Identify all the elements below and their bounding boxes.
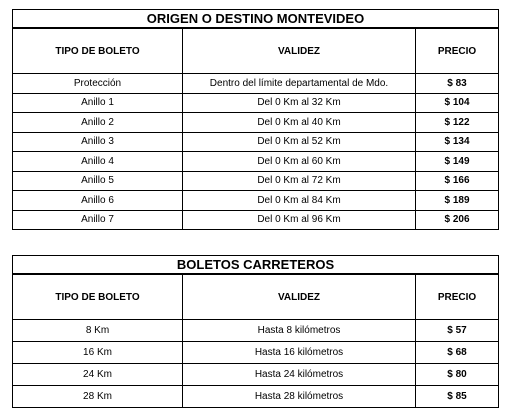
- validity-cell: Hasta 8 kilómetros: [183, 320, 416, 342]
- price-cell: $ 83: [416, 74, 499, 94]
- table-row: [13, 364, 499, 386]
- column-header-validity: VALIDEZ: [183, 28, 416, 74]
- validity-cell: Del 0 Km al 72 Km: [183, 171, 416, 191]
- price-cell: $ 149: [416, 152, 499, 172]
- column-header-ticket-type: TIPO DE BOLETO: [13, 28, 183, 74]
- price-cell: $ 80: [416, 364, 499, 386]
- ticket-type-cell: Anillo 2: [13, 113, 183, 133]
- table-row: [13, 74, 499, 94]
- table-row: [13, 210, 499, 230]
- ticket-type-cell: Anillo 3: [13, 132, 183, 152]
- column-header-ticket-type: TIPO DE BOLETO: [13, 274, 183, 320]
- validity-cell: Del 0 Km al 52 Km: [183, 132, 416, 152]
- price-cell: $ 68: [416, 342, 499, 364]
- price-cell: $ 166: [416, 171, 499, 191]
- table-row: [13, 132, 499, 152]
- table-row: [13, 171, 499, 191]
- ticket-type-cell: 8 Km: [13, 320, 183, 342]
- column-header-price: PRECIO: [416, 274, 499, 320]
- montevideo-fare-table: [12, 9, 499, 230]
- ticket-type-cell: Anillo 6: [13, 191, 183, 211]
- road-tickets-title: BOLETOS CARRETEROS: [13, 256, 499, 275]
- ticket-type-cell: Anillo 7: [13, 210, 183, 230]
- price-cell: $ 85: [416, 386, 499, 408]
- ticket-type-cell: Anillo 1: [13, 93, 183, 113]
- validity-cell: Del 0 Km al 96 Km: [183, 210, 416, 230]
- price-cell: $ 134: [416, 132, 499, 152]
- ticket-type-cell: Anillo 5: [13, 171, 183, 191]
- validity-cell: Hasta 28 kilómetros: [183, 386, 416, 408]
- table-row: [13, 152, 499, 172]
- ticket-type-cell: Anillo 4: [13, 152, 183, 172]
- price-cell: $ 206: [416, 210, 499, 230]
- table-row: [13, 191, 499, 211]
- table-row: [13, 386, 499, 408]
- ticket-type-cell: 24 Km: [13, 364, 183, 386]
- table-row: [13, 342, 499, 364]
- validity-cell: Del 0 Km al 32 Km: [183, 93, 416, 113]
- column-header-validity: VALIDEZ: [183, 274, 416, 320]
- price-cell: $ 57: [416, 320, 499, 342]
- price-cell: $ 104: [416, 93, 499, 113]
- validity-cell: Dentro del límite departamental de Mdo.: [183, 74, 416, 94]
- montevideo-table-title: ORIGEN O DESTINO MONTEVIDEO: [13, 10, 499, 29]
- ticket-type-cell: 28 Km: [13, 386, 183, 408]
- validity-cell: Hasta 16 kilómetros: [183, 342, 416, 364]
- ticket-type-cell: 16 Km: [13, 342, 183, 364]
- table-row: [13, 320, 499, 342]
- road-tickets-table: [12, 255, 499, 408]
- validity-cell: Del 0 Km al 84 Km: [183, 191, 416, 211]
- table-row: [13, 93, 499, 113]
- validity-cell: Del 0 Km al 40 Km: [183, 113, 416, 133]
- table-row: [13, 113, 499, 133]
- price-cell: $ 189: [416, 191, 499, 211]
- column-header-price: PRECIO: [416, 28, 499, 74]
- validity-cell: Hasta 24 kilómetros: [183, 364, 416, 386]
- ticket-type-cell: Protección: [13, 74, 183, 94]
- validity-cell: Del 0 Km al 60 Km: [183, 152, 416, 172]
- price-cell: $ 122: [416, 113, 499, 133]
